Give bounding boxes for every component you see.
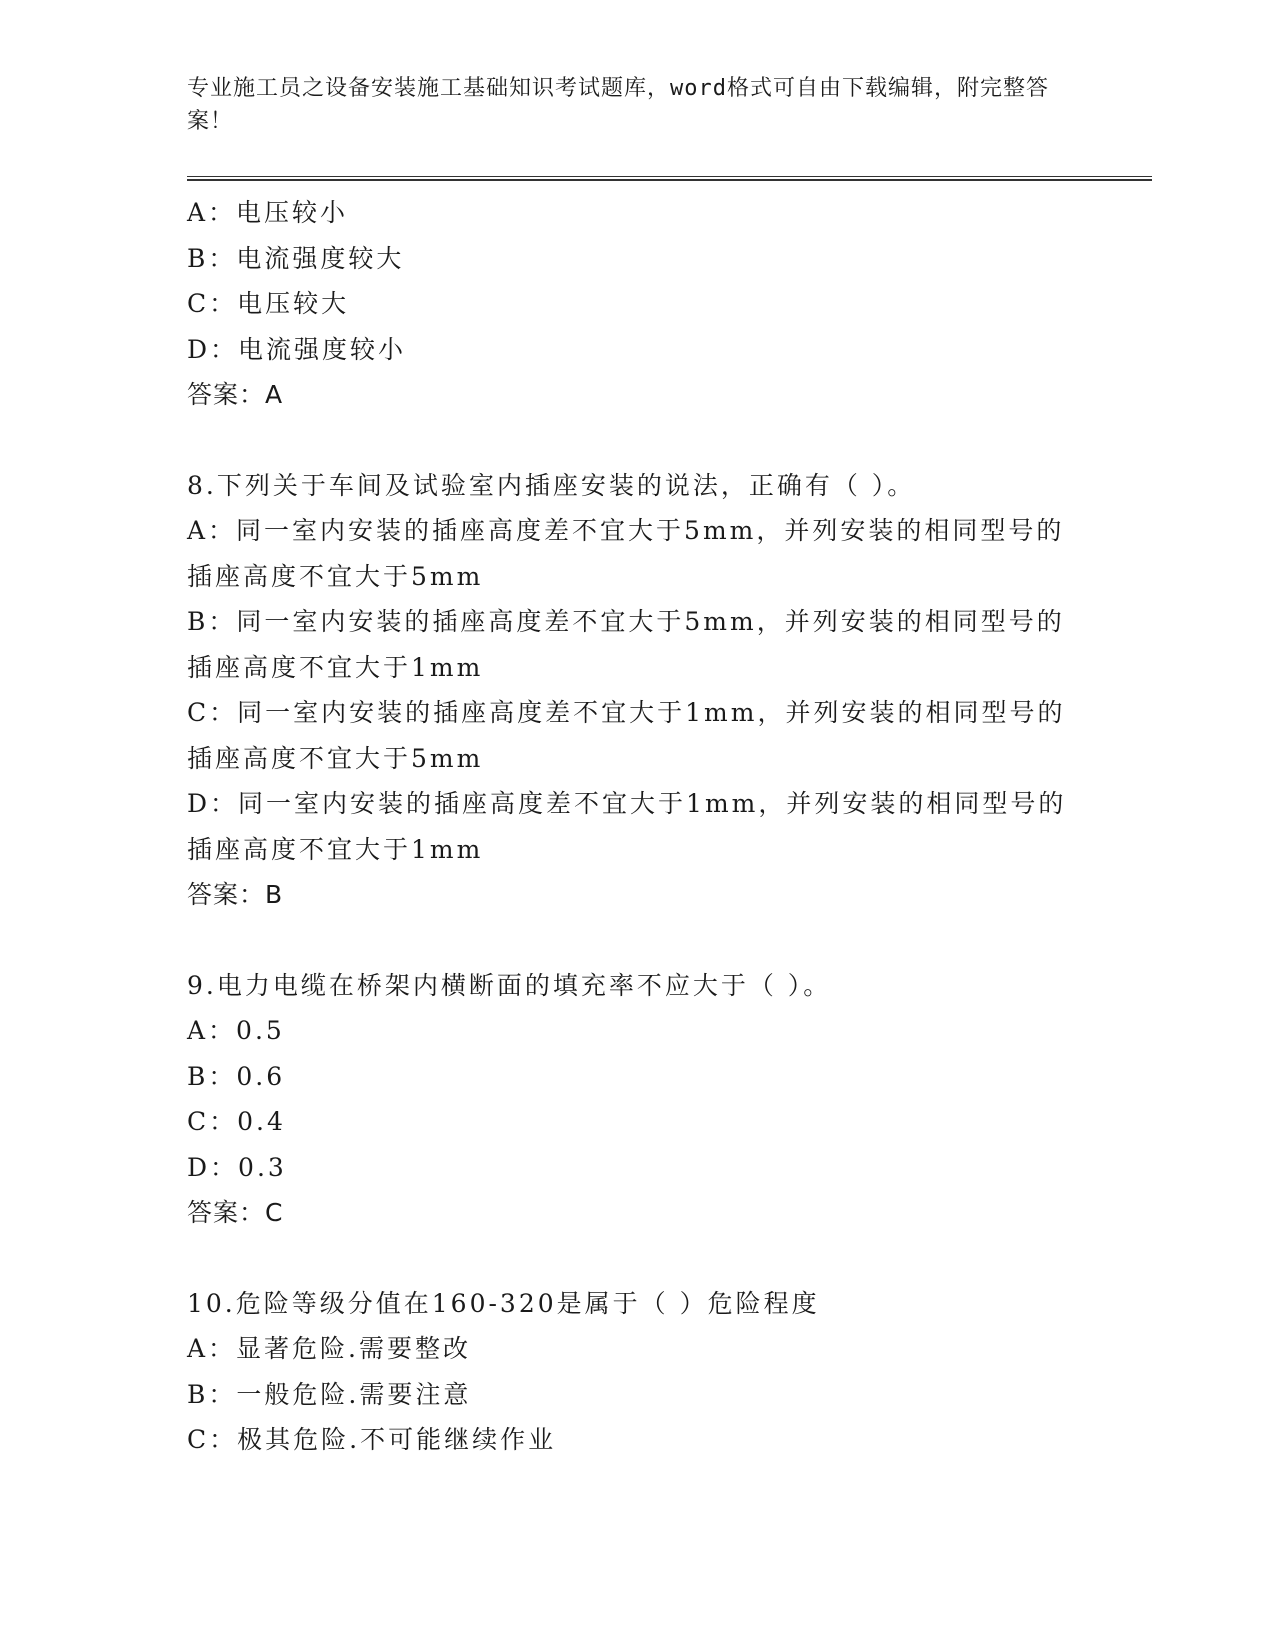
option-a: A：显著危险.需要整改	[187, 1334, 472, 1363]
option-c: C：极其危险.不可能继续作业	[187, 1425, 557, 1454]
answer: 答案：B	[187, 880, 284, 909]
spacer	[187, 418, 1087, 463]
answer: 答案：C	[187, 1198, 284, 1227]
question-block	[187, 463, 1087, 918]
option-d: D：电流强度较小	[187, 334, 407, 364]
option-c: C：电压较大	[187, 289, 350, 318]
header-divider	[187, 176, 1152, 181]
spacer	[187, 918, 1087, 963]
option-b: B：同一室内安装的插座高度差不宜大于5mm，并列安装的相同型号的插座高度不宜大于1mm	[187, 607, 1065, 682]
question-text: 8.下列关于车间及试验室内插座安装的说法，正确有（ ）。	[187, 470, 916, 500]
option-c: C：同一室内安装的插座高度差不宜大于1mm，并列安装的相同型号的插座高度不宜大于5mm	[187, 698, 1066, 773]
option-a: A：电压较小	[187, 198, 349, 227]
spacer	[187, 1236, 1087, 1281]
option-a: A：0.5	[187, 1016, 285, 1045]
option-b: B：0.6	[187, 1061, 286, 1091]
option-b: B：一般危险.需要注意	[187, 1379, 472, 1409]
question-block	[187, 1281, 1087, 1463]
question-block	[187, 190, 1087, 418]
option-b: B：电流强度较大	[187, 243, 405, 273]
option-d: D：0.3	[187, 1152, 287, 1182]
option-c: C：0.4	[187, 1107, 286, 1136]
question-block	[187, 963, 1087, 1236]
question-text: 9.电力电缆在桥架内横断面的填充率不应大于（ ）。	[187, 970, 832, 1000]
question-text: 10.危险等级分值在160-320是属于（ ）危险程度	[187, 1288, 820, 1318]
page-header: 专业施工员之设备安装施工基础知识考试题库，word格式可自由下载编辑，附完整答案！	[187, 76, 1049, 134]
answer: 答案：A	[187, 380, 284, 409]
option-d: D：同一室内安装的插座高度差不宜大于1mm，并列安装的相同型号的插座高度不宜大于1mm	[187, 789, 1067, 864]
document-body	[187, 190, 1087, 1463]
option-a: A：同一室内安装的插座高度差不宜大于5mm，并列安装的相同型号的插座高度不宜大于5mm	[187, 516, 1065, 591]
